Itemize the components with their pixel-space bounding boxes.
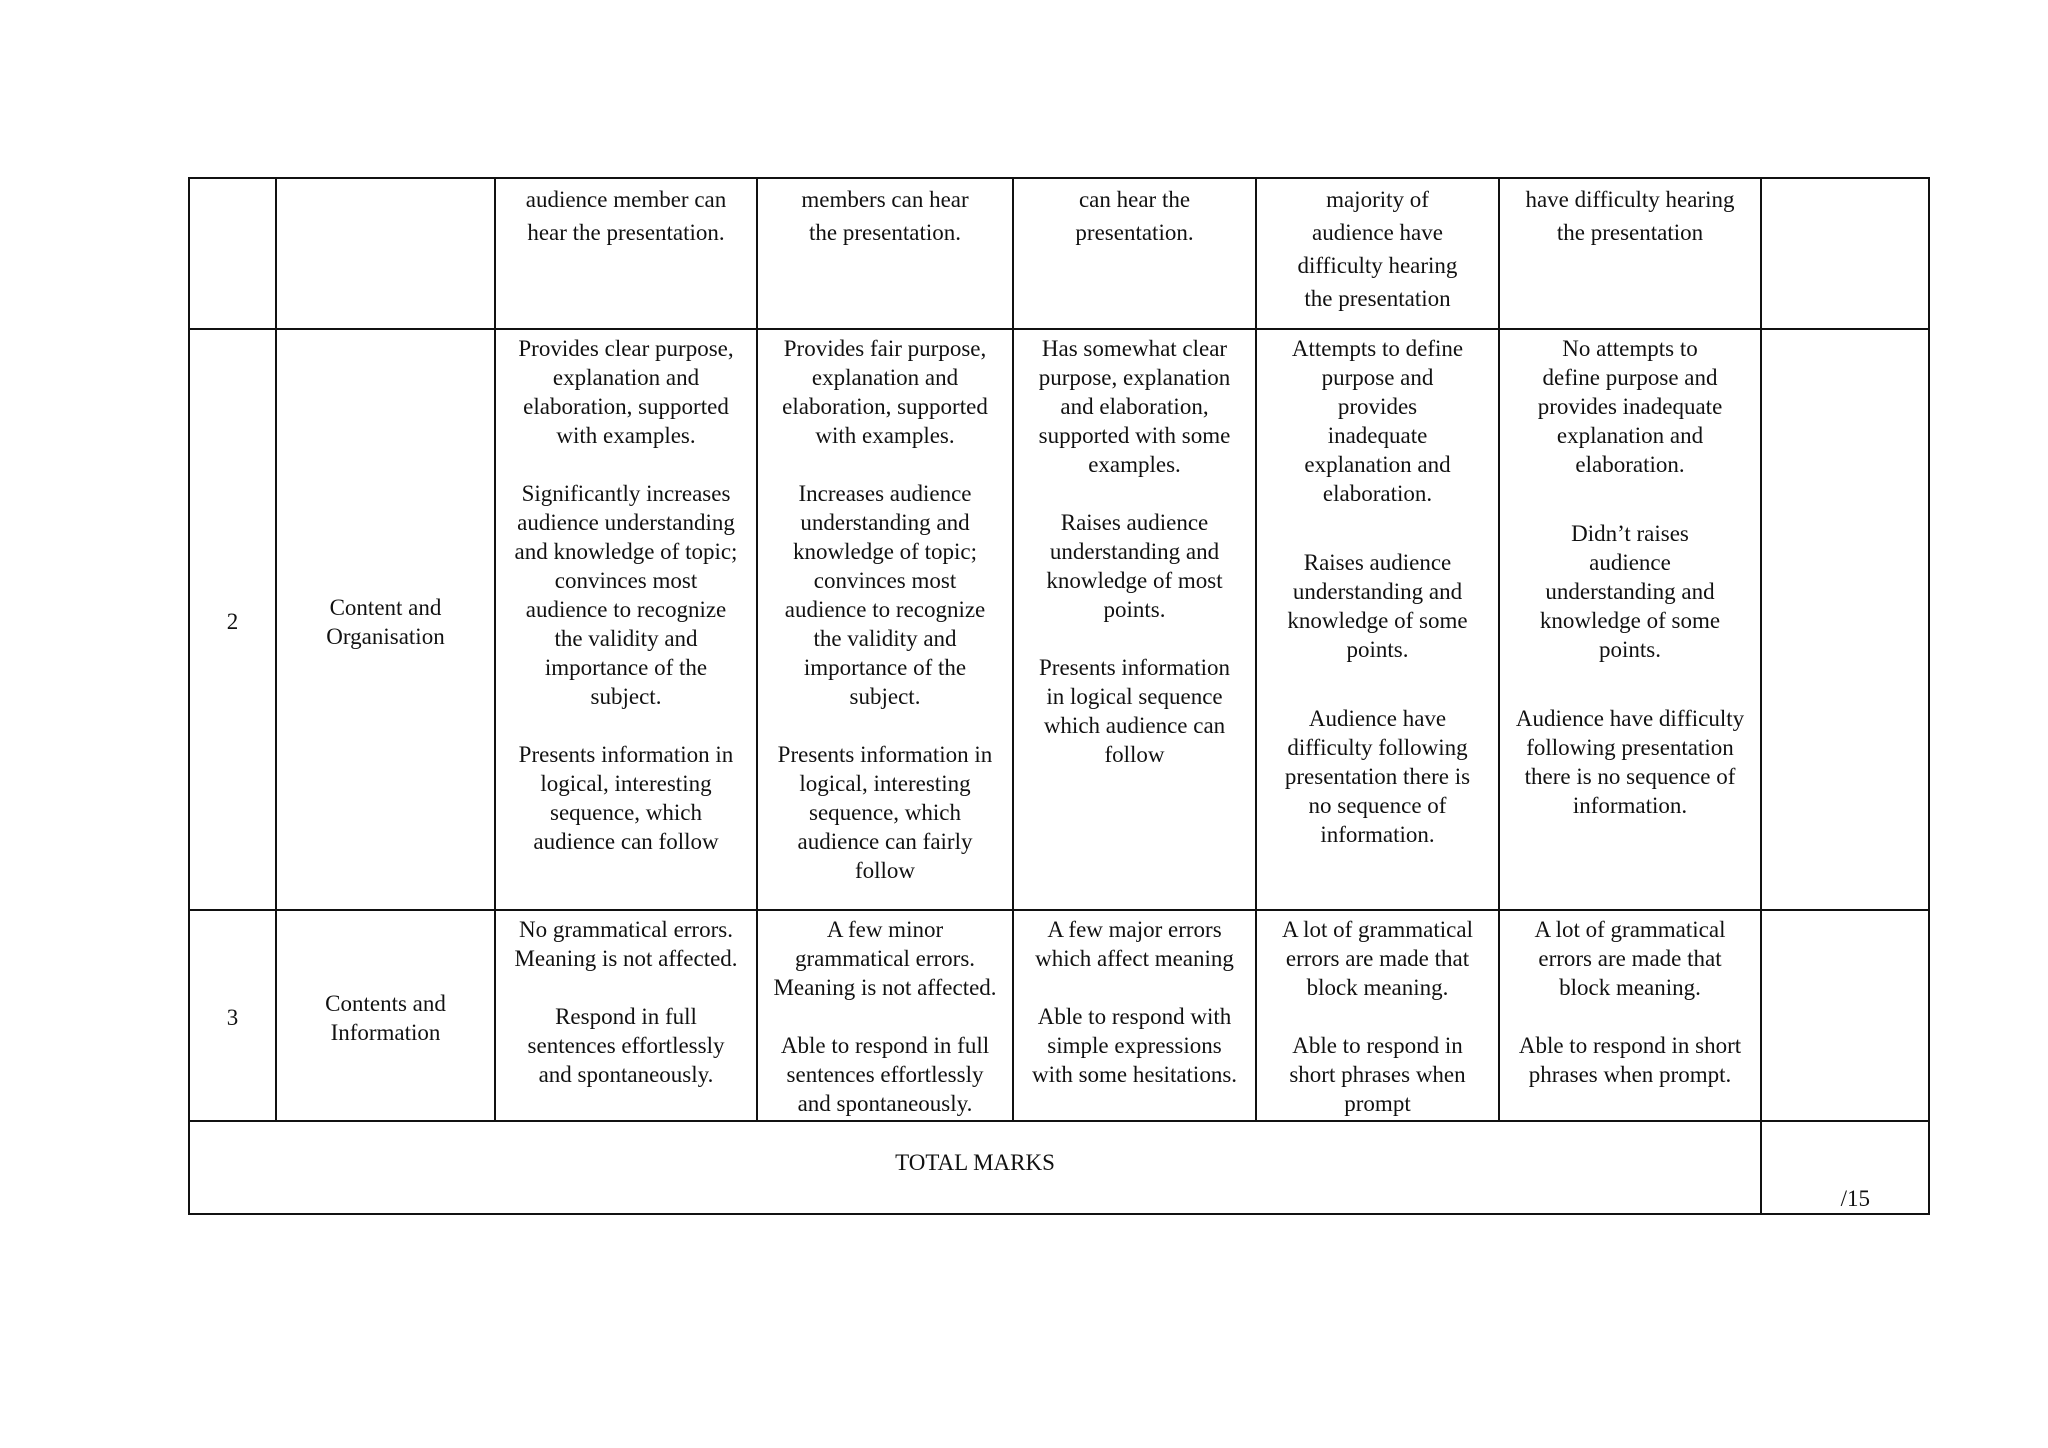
criterion-cell xyxy=(276,329,495,910)
descriptor-cell xyxy=(495,329,757,910)
descriptor-text: Audience have difficulty following presentation there is no sequence of information. xyxy=(1284,706,1471,847)
mark-cell xyxy=(1761,329,1929,910)
descriptor-cell xyxy=(1013,178,1256,329)
descriptor-cell xyxy=(495,910,757,1121)
descriptor-text: Has somewhat clear purpose, explanation and elaboration, supported with some examples. xyxy=(1038,336,1231,477)
criterion-cell xyxy=(276,910,495,1121)
descriptor-text: A lot of grammatical errors are made that block meaning. xyxy=(1282,917,1473,1000)
descriptor-cell xyxy=(1256,910,1499,1121)
total-marks-value: /15 xyxy=(1761,1121,1929,1214)
criterion-label: Content and Organisation xyxy=(326,594,445,649)
descriptor-text: Presents information in logical sequence which audience can follow xyxy=(1039,655,1230,767)
descriptor-text: members can hear the presentation. xyxy=(801,187,969,245)
total-marks-label: TOTAL MARKS xyxy=(189,1121,1761,1214)
descriptor-cell xyxy=(1499,910,1761,1121)
table-row xyxy=(189,178,1929,329)
descriptor-text: Provides fair purpose, explanation and elaboration, supported with examples. xyxy=(782,336,988,448)
descriptor-cell xyxy=(757,910,1013,1121)
descriptor-text: A few minor grammatical errors. Meaning is not affected. xyxy=(773,917,997,1000)
descriptor-text: Able to respond in full sentences effortlessly and spontaneously. xyxy=(780,1033,990,1116)
row-number-cell: 3 xyxy=(189,910,276,1121)
criterion-cell xyxy=(276,178,495,329)
table-row xyxy=(189,329,1929,910)
row-number-cell xyxy=(189,178,276,329)
descriptor-cell xyxy=(1256,178,1499,329)
descriptor-text: Raises audience understanding and knowledge of most points. xyxy=(1046,510,1223,622)
descriptor-text: Raises audience understanding and knowledge of some points. xyxy=(1287,550,1468,662)
criterion-label: Contents and Information xyxy=(325,990,446,1045)
descriptor-text: No attempts to define purpose and provides inadequate explanation and elaboration. xyxy=(1537,336,1723,477)
descriptor-cell xyxy=(1013,329,1256,910)
table-row xyxy=(189,910,1929,1121)
total-row xyxy=(189,1121,1929,1214)
descriptor-text: Didn’t raises audience understanding and knowledge of some points. xyxy=(1539,521,1721,662)
descriptor-cell xyxy=(1499,178,1761,329)
descriptor-cell xyxy=(1499,329,1761,910)
descriptor-text: A few major errors which affect meaning xyxy=(1035,917,1234,971)
mark-cell xyxy=(1761,910,1929,1121)
descriptor-text: Presents information in logical, interesting sequence, which audience can fairly follow xyxy=(777,742,993,883)
descriptor-text: have difficulty hearing the presentation xyxy=(1525,187,1735,245)
descriptor-text: Audience have difficulty following presentation there is no sequence of information. xyxy=(1515,706,1745,818)
descriptor-text: can hear the presentation. xyxy=(1075,187,1194,245)
descriptor-text: Able to respond with simple expressions with some hesitations. xyxy=(1031,1004,1238,1087)
descriptor-text: Provides clear purpose, explanation and elaboration, supported with examples. xyxy=(518,336,734,448)
descriptor-text: Able to respond in short phrases when prompt xyxy=(1289,1033,1466,1116)
descriptor-cell xyxy=(1256,329,1499,910)
descriptor-text: Able to respond in short phrases when prompt. xyxy=(1518,1033,1742,1087)
descriptor-text: Respond in full sentences effortlessly and spontaneously. xyxy=(527,1004,725,1087)
mark-cell xyxy=(1761,178,1929,329)
descriptor-cell xyxy=(495,178,757,329)
descriptor-text: Increases audience understanding and knowledge of topic; convinces most audience to recognize the validity and importance of the subject. xyxy=(784,481,986,709)
rubric-table xyxy=(188,177,1930,1215)
descriptor-text: audience member can hear the presentation. xyxy=(525,187,727,245)
row-number-cell: 2 xyxy=(189,329,276,910)
descriptor-cell xyxy=(757,329,1013,910)
descriptor-text: A lot of grammatical errors are made that block meaning. xyxy=(1534,917,1726,1000)
descriptor-text: Significantly increases audience understanding and knowledge of topic; convinces most audience to recognize the validity and importance of the subject. xyxy=(514,481,738,709)
descriptor-text: Attempts to define purpose and provides inadequate explanation and elaboration. xyxy=(1291,336,1464,506)
descriptor-cell xyxy=(1013,910,1256,1121)
descriptor-text: majority of audience have difficulty hearing the presentation xyxy=(1297,187,1458,311)
descriptor-text: No grammatical errors. Meaning is not affected. xyxy=(514,917,738,971)
descriptor-text: Presents information in logical, interesting sequence, which audience can follow xyxy=(518,742,734,854)
descriptor-cell xyxy=(757,178,1013,329)
